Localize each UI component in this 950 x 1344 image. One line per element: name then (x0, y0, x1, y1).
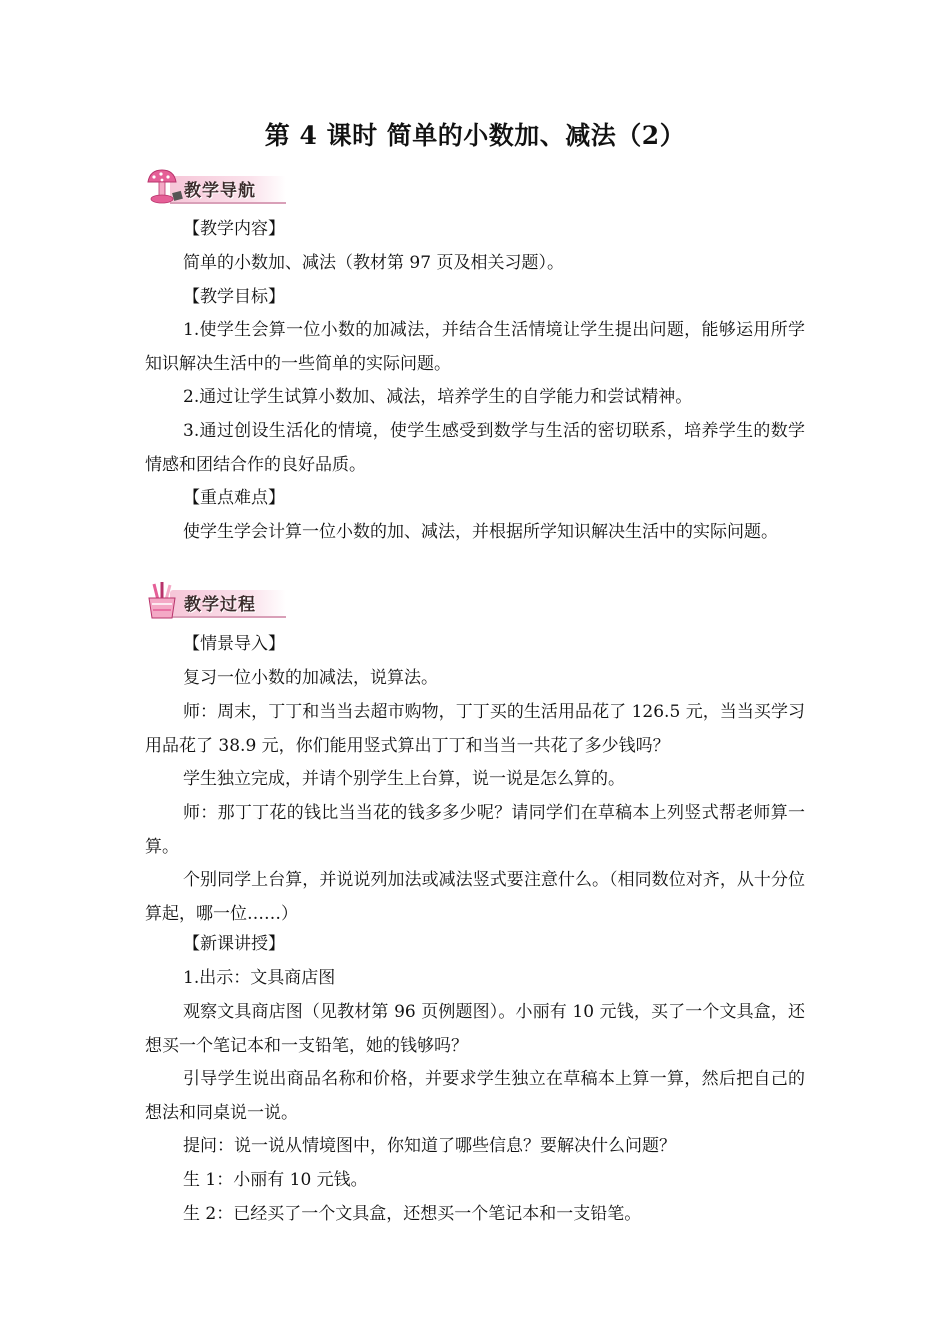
goal-1: 1.使学生会算一位小数的加减法，并结合生活情境让学生提出问题，能够运用所学知识解决生活中的一些简单的实际问题。 (145, 320, 805, 374)
section-banner-process (140, 580, 290, 626)
intro-paragraph-2: 师：周末，丁丁和当当去超市购物，丁丁买的生活用品花了 126.5 元，当当买学习用品花了 38.9 元，你们能用竖式算出丁丁和当当一共花了多少钱吗？ (145, 702, 805, 756)
new-lesson-paragraph-6: 生 2：已经买了一个文具盒，还想买一个笔记本和一支铅笔。 (183, 1204, 642, 1224)
new-lesson-paragraph-2: 观察文具商店图（见教材第 96 页例题图）。小丽有 10 元钱，买了一个文具盒，还想买一个笔记本和一支铅笔，她的钱够吗？ (145, 1002, 805, 1056)
content-heading: 【教学内容】 (183, 219, 285, 239)
banner-guide-label: 教学导航 (184, 181, 256, 201)
intro-paragraph-4: 师：那丁丁花的钱比当当花的钱多多少呢？请同学们在草稿本上列竖式帮老师算一算。 (145, 803, 805, 857)
goal-2: 2.通过让学生试算小数加、减法，培养学生的自学能力和尝试精神。 (183, 387, 693, 407)
content-text: 简单的小数加、减法（教材第 97 页及相关习题）。 (183, 253, 564, 273)
section-banner-guide (140, 166, 290, 212)
page-title: 第 4 课时 简单的小数加、减法（2） (264, 121, 686, 150)
new-lesson-paragraph-5: 生 1：小丽有 10 元钱。 (183, 1170, 368, 1190)
key-heading: 【重点难点】 (183, 488, 285, 508)
new-lesson-heading: 【新课讲授】 (183, 934, 285, 954)
new-lesson-paragraph-1: 1.出示：文具商店图 (183, 968, 336, 988)
goal-3: 3.通过创设生活化的情境，使学生感受到数学与生活的密切联系，培养学生的数学情感和团结合作的良好品质。 (145, 421, 805, 475)
intro-heading: 【情景导入】 (183, 634, 285, 654)
new-lesson-paragraph-4: 提问：说一说从情境图中，你知道了哪些信息？要解决什么问题？ (183, 1136, 676, 1156)
key-text: 使学生学会计算一位小数的加、减法，并根据所学知识解决生活中的实际问题。 (183, 522, 778, 542)
banner-process-label: 教学过程 (184, 595, 256, 615)
intro-paragraph-5: 个别同学上台算，并说说列加法或减法竖式要注意什么。（相同数位对齐，从十分位算起，哪一位……） (145, 870, 805, 924)
new-lesson-paragraph-3: 引导学生说出商品名称和价格，并要求学生独立在草稿本上算一算，然后把自己的想法和同桌说一说。 (145, 1069, 805, 1123)
goal-heading: 【教学目标】 (183, 287, 285, 307)
intro-paragraph-3: 学生独立完成，并请个别学生上台算，说一说是怎么算的。 (183, 769, 625, 789)
intro-paragraph-1: 复习一位小数的加减法，说算法。 (183, 668, 438, 688)
